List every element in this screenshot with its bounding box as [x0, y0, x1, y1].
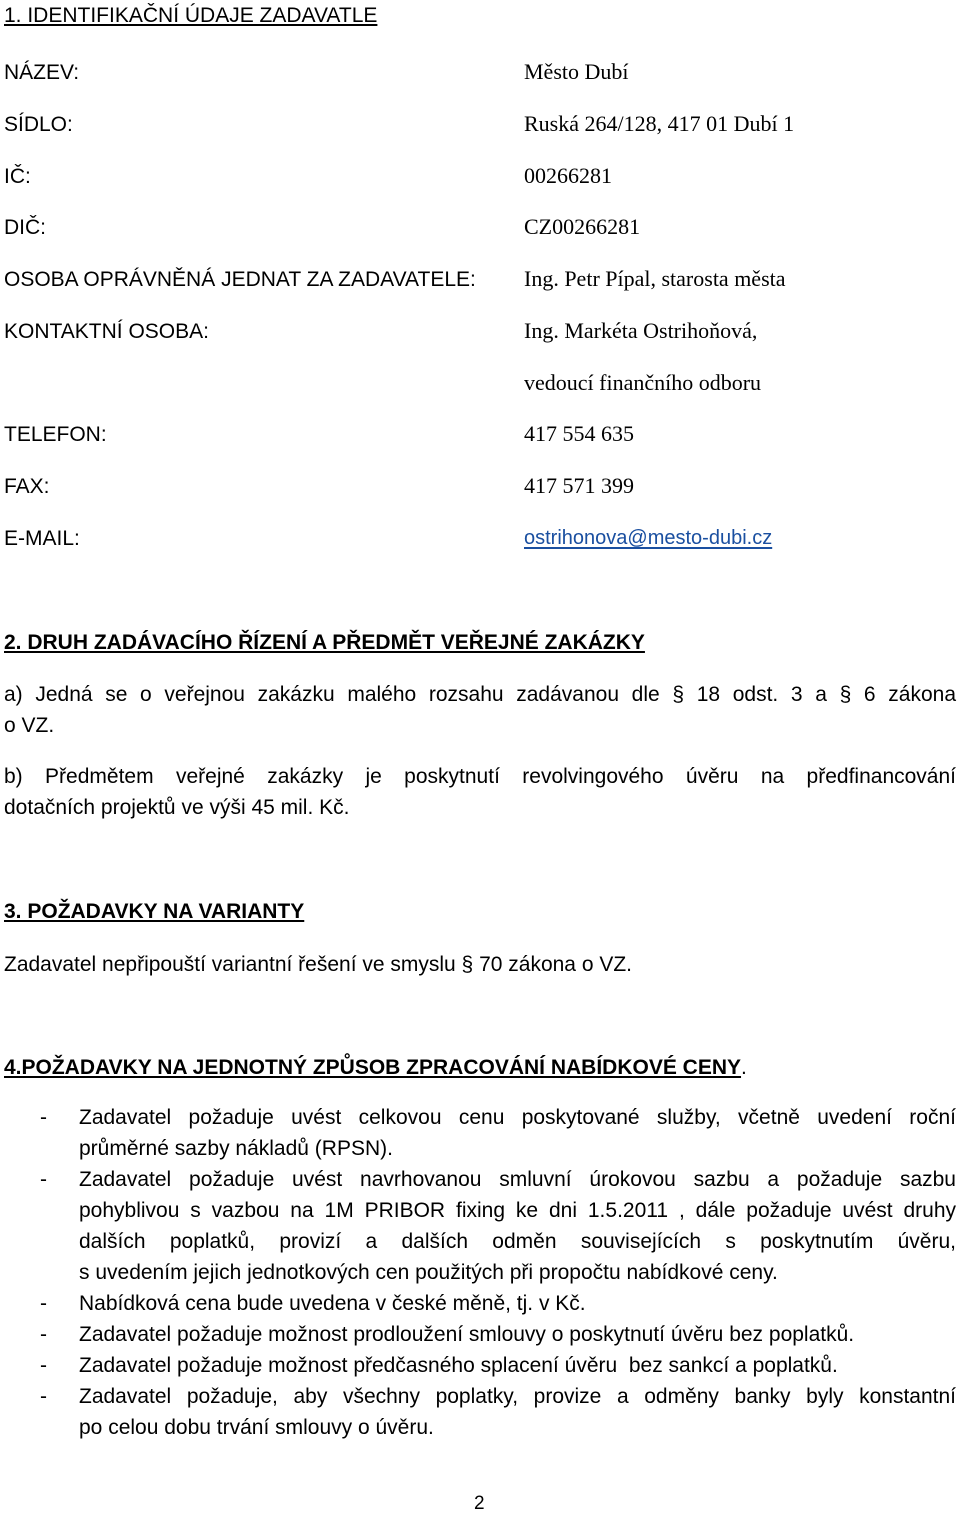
value-telefon: 417 554 635: [524, 421, 634, 446]
list-item: [79, 1288, 956, 1319]
value-nazev: Město Dubí: [524, 59, 629, 84]
label-dic: DIČ:: [4, 216, 46, 239]
section1-heading: 1. IDENTIFIKAČNÍ ÚDAJE ZADAVATLE: [4, 4, 378, 27]
list-dash: -: [40, 1354, 47, 1377]
list-item-line: dalších poplatků, provizí a dalších odměn souvisejících s poskytnutím úvěru,: [79, 1230, 956, 1253]
value-osoba: Ing. Petr Pípal, starosta města: [524, 266, 786, 291]
list-item-line: Zadavatel požaduje uvést celkovou cenu poskytované služby, včetně uvedení roční: [79, 1106, 956, 1129]
value-kontakt-role: vedoucí finančního odboru: [524, 370, 762, 395]
section2-a: [4, 684, 956, 736]
page-number: 2: [474, 1493, 485, 1514]
value-dic: CZ00266281: [524, 214, 641, 239]
list-item-line: Zadavatel požaduje možnost předčasného splacení úvěru bez sankcí a poplatků.: [79, 1354, 838, 1377]
section2-a-line1: a) Jedná se o veřejnou zakázku malého rozsahu zadávanou dle § 18 odst. 3 a § 6 zákona: [4, 683, 956, 706]
list-item-line: Zadavatel požaduje uvést navrhovanou smluvní úrokovou sazbu a požaduje sazbu: [79, 1168, 956, 1191]
list-dash: -: [40, 1323, 47, 1346]
list-item: [79, 1319, 956, 1350]
value-kontakt: Ing. Markéta Ostrihoňová,: [524, 318, 758, 343]
label-kontakt: KONTAKTNÍ OSOBA:: [4, 320, 209, 343]
value-sidlo: Ruská 264/128, 417 01 Dubí 1: [524, 111, 795, 136]
list-item: [79, 1381, 956, 1443]
label-fax: FAX:: [4, 475, 50, 498]
list-item-line: Nabídková cena bude uvedena v české měně, tj. v Kč.: [79, 1292, 586, 1315]
list-item: [79, 1164, 956, 1288]
list-item: [79, 1102, 956, 1164]
label-telefon: TELEFON:: [4, 423, 107, 446]
list-item: [79, 1350, 956, 1381]
section4-heading-suffix: .: [741, 1056, 747, 1079]
section2-b-line2: dotačních projektů ve výši 45 mil. Kč.: [4, 796, 350, 819]
list-item-line: průměrné sazby nákladů (RPSN).: [79, 1137, 393, 1160]
section3-heading: 3. POŽADAVKY NA VARIANTY: [4, 900, 305, 923]
label-email: E-MAIL:: [4, 527, 80, 550]
value-ic: 00266281: [524, 163, 612, 188]
section2-b: [4, 766, 956, 818]
section4-heading-text: 4.POŽADAVKY NA JEDNOTNÝ ZPŮSOB ZPRACOVÁNÍ NABÍDKOVÉ CENY: [4, 1056, 742, 1079]
email-link[interactable]: ostrihonova@mesto-dubi.cz: [524, 527, 773, 549]
value-fax: 417 571 399: [524, 473, 634, 498]
list-dash: -: [40, 1106, 47, 1129]
section2-a-line2: o VZ.: [4, 714, 55, 737]
list-dash: -: [40, 1292, 47, 1315]
list-dash: -: [40, 1168, 47, 1191]
list-item-line: Zadavatel požaduje možnost prodloužení smlouvy o poskytnutí úvěru bez poplatků.: [79, 1323, 855, 1346]
list-item-line: po celou dobu trvání smlouvy o úvěru.: [79, 1416, 434, 1439]
list-item-line: s uvedením jejich jednotkových cen použitých při propočtu nabídkové ceny.: [79, 1261, 778, 1284]
section3-text: Zadavatel nepřipouští variantní řešení ve smyslu § 70 zákona o VZ.: [4, 953, 633, 976]
list-item-line: pohyblivou s vazbou na 1M PRIBOR fixing ke dni 1.5.2011 , dále požaduje uvést druhy: [79, 1199, 956, 1222]
section4-heading: [4, 1057, 747, 1078]
section2-b-line1: b) Předmětem veřejné zakázky je poskytnutí revolvingového úvěru na předfinancování: [4, 765, 956, 788]
section2-heading: 2. DRUH ZADÁVACÍHO ŘÍZENÍ A PŘEDMĚT VEŘEJNÉ ZAKÁZKY: [4, 631, 645, 654]
list-item-line: Zadavatel požaduje, aby všechny poplatky, provize a odměny banky byly konstantní: [79, 1385, 956, 1408]
label-osoba: OSOBA OPRÁVNĚNÁ JEDNAT ZA ZADAVATELE:: [4, 268, 476, 291]
list-dash: -: [40, 1385, 47, 1408]
label-ic: IČ:: [4, 165, 31, 188]
label-sidlo: SÍDLO:: [4, 113, 73, 136]
label-nazev: NÁZEV:: [4, 61, 80, 84]
